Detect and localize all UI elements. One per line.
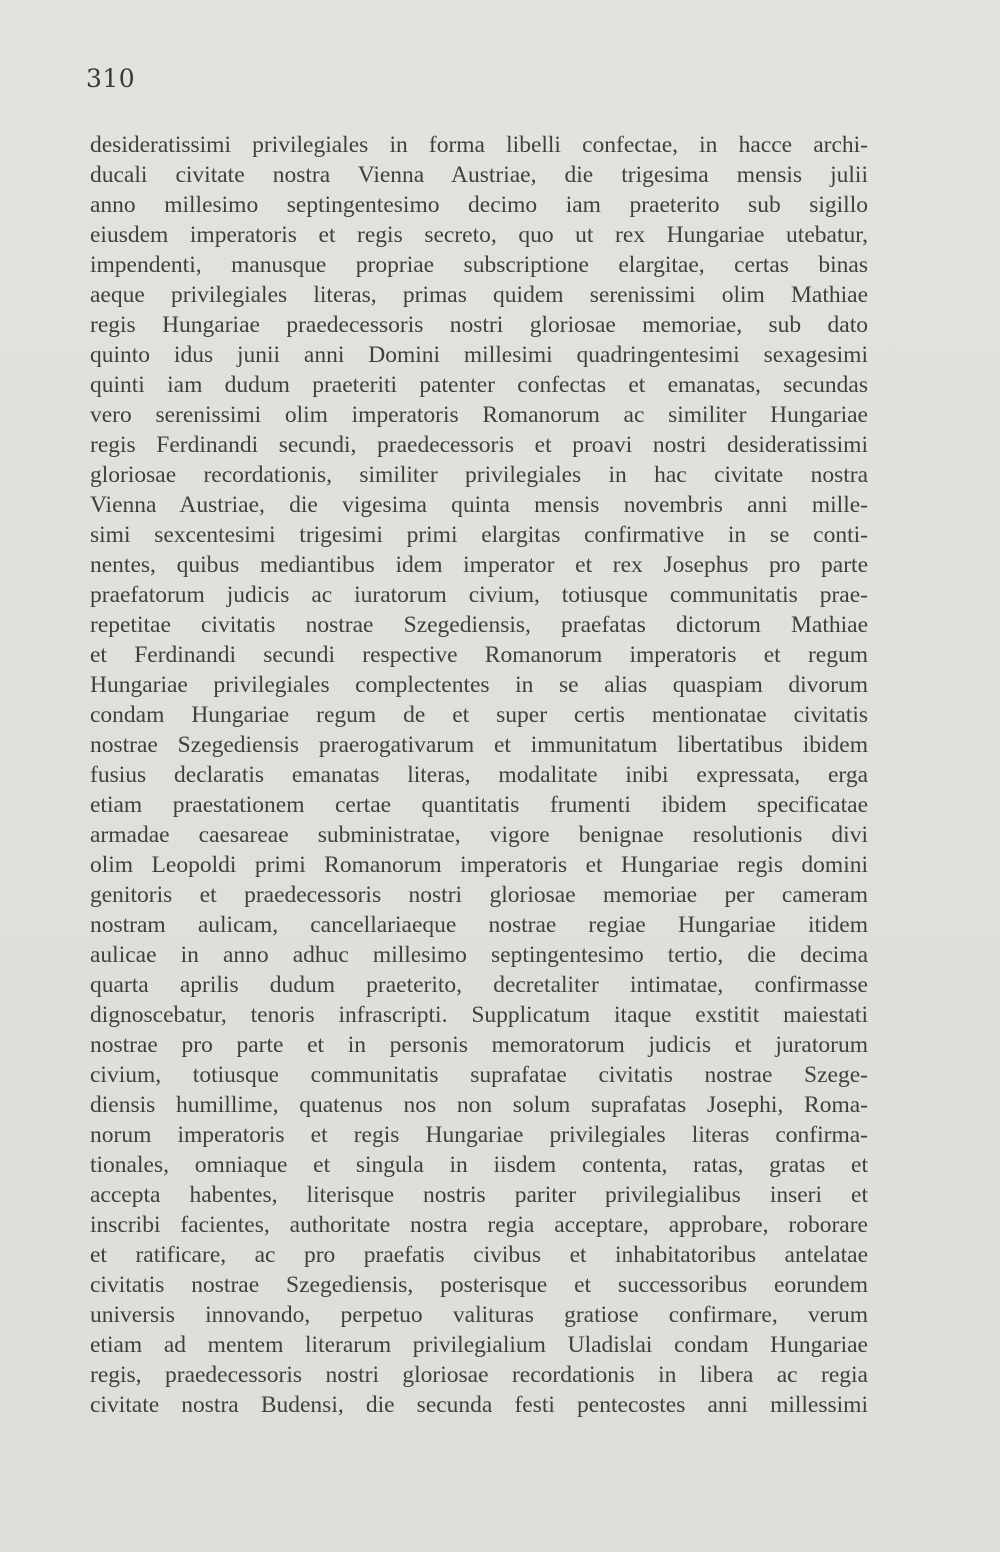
text-line: simi sexcentesimi trigesimi primi elargitas confirmative in se conti-: [90, 522, 868, 548]
text-line: Hungariae privilegiales complectentes in se alias quaspiam divorum: [90, 672, 868, 698]
text-line: eiusdem imperatoris et regis secreto, quo ut rex Hungariae utebatur,: [90, 222, 868, 248]
text-line: accepta habentes, literisque nostris pariter privilegialibus inseri et: [90, 1182, 868, 1208]
text-line: Vienna Austriae, die vigesima quinta mensis novembris anni mille-: [90, 492, 868, 518]
text-line: quinto idus junii anni Domini millesimi quadringentesimi sexagesimi: [90, 342, 868, 368]
text-line: nostrae Szegediensis praerogativarum et immunitatum libertatibus ibidem: [90, 732, 868, 758]
text-line: aeque privilegiales literas, primas quidem serenissimi olim Mathiae: [90, 282, 868, 308]
text-line: tionales, omniaque et singula in iisdem contenta, ratas, gratas et: [90, 1152, 868, 1178]
text-line: fusius declaratis emanatas literas, modalitate inibi expressata, erga: [90, 762, 868, 788]
text-line: condam Hungariae regum de et super certis mentionatae civitatis: [90, 702, 868, 728]
text-line: civitate nostra Budensi, die secunda festi pentecostes anni millessimi: [90, 1392, 868, 1418]
text-line: quarta aprilis dudum praeterito, decretaliter intimatae, confirmasse: [90, 972, 868, 998]
text-line: olim Leopoldi primi Romanorum imperatoris et Hungariae regis domini: [90, 852, 868, 878]
text-line: desideratissimi privilegiales in forma libelli confectae, in hacce archi-: [90, 132, 868, 158]
text-line: dignoscebatur, tenoris infrascripti. Supplicatum itaque exstitit maiestati: [90, 1002, 868, 1028]
text-line: aulicae in anno adhuc millesimo septingentesimo tertio, die decima: [90, 942, 868, 968]
text-line: ducali civitate nostra Vienna Austriae, die trigesima mensis julii: [90, 162, 868, 188]
text-line: nentes, quibus mediantibus idem imperator et rex Josephus pro parte: [90, 552, 868, 578]
text-line: civitatis nostrae Szegediensis, posterisque et successoribus eorundem: [90, 1272, 868, 1298]
text-line: etiam ad mentem literarum privilegialium Uladislai condam Hungariae: [90, 1332, 868, 1358]
text-line: repetitae civitatis nostrae Szegediensis, praefatas dictorum Mathiae: [90, 612, 868, 638]
text-line: praefatorum judicis ac iuratorum civium, totiusque communitatis prae-: [90, 582, 868, 608]
text-line: etiam praestationem certae quantitatis frumenti ibidem specificatae: [90, 792, 868, 818]
text-line: et ratificare, ac pro praefatis civibus et inhabitatoribus antelatae: [90, 1242, 868, 1268]
text-line: inscribi facientes, authoritate nostra regia acceptare, approbare, roborare: [90, 1212, 868, 1238]
text-line: nostrae pro parte et in personis memoratorum judicis et juratorum: [90, 1032, 868, 1058]
text-line: nostram aulicam, cancellariaeque nostrae regiae Hungariae itidem: [90, 912, 868, 938]
text-line: universis innovando, perpetuo valituras gratiose confirmare, verum: [90, 1302, 868, 1328]
text-line: regis, praedecessoris nostri gloriosae recordationis in libera ac regia: [90, 1362, 868, 1388]
text-line: gloriosae recordationis, similiter privilegiales in hac civitate nostra: [90, 462, 868, 488]
body-text: [90, 130, 868, 1430]
text-line: et Ferdinandi secundi respective Romanorum imperatoris et regum: [90, 642, 868, 668]
text-line: impendenti, manusque propriae subscriptione elargitae, certas binas: [90, 252, 868, 278]
text-line: regis Ferdinandi secundi, praedecessoris et proavi nostri desideratissimi: [90, 432, 868, 458]
text-line: regis Hungariae praedecessoris nostri gloriosae memoriae, sub dato: [90, 312, 868, 338]
text-line: genitoris et praedecessoris nostri gloriosae memoriae per cameram: [90, 882, 868, 908]
text-line: armadae caesareae subministratae, vigore benignae resolutionis divi: [90, 822, 868, 848]
text-line: quinti iam dudum praeteriti patenter confectas et emanatas, secundas: [90, 372, 868, 398]
text-line: anno millesimo septingentesimo decimo iam praeterito sub sigillo: [90, 192, 868, 218]
text-line: vero serenissimi olim imperatoris Romanorum ac similiter Hungariae: [90, 402, 868, 428]
text-line: diensis humillime, quatenus nos non solum suprafatas Josephi, Roma-: [90, 1092, 868, 1118]
text-line: civium, totiusque communitatis suprafatae civitatis nostrae Szege-: [90, 1062, 868, 1088]
page-number: 310: [86, 64, 136, 93]
text-line: norum imperatoris et regis Hungariae privilegiales literas confirma-: [90, 1122, 868, 1148]
